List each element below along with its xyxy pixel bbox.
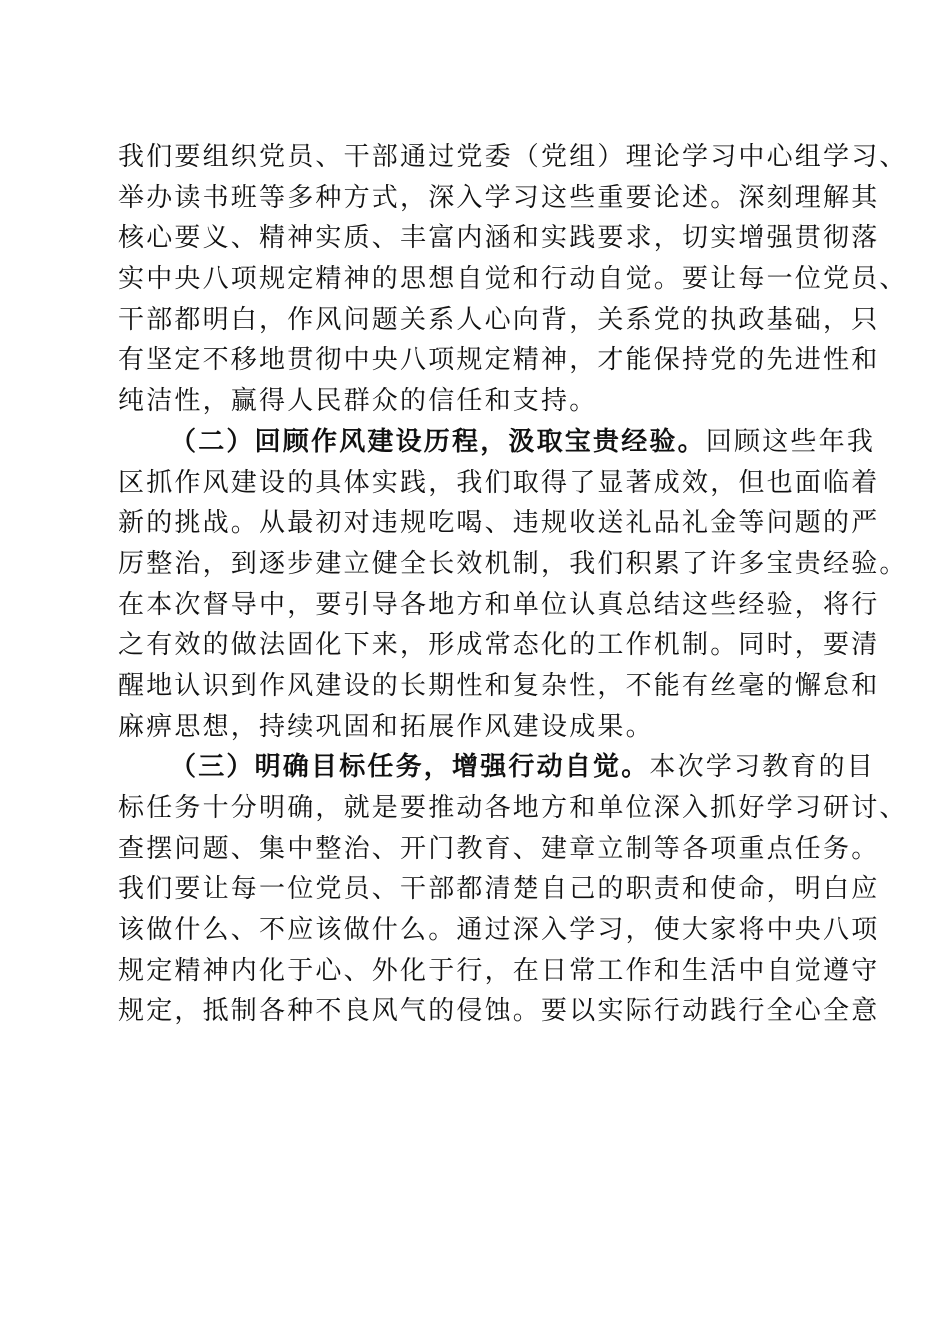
- text-run: 回顾这些年我: [705, 426, 876, 457]
- text-line: [118, 747, 876, 788]
- text-line: 标任务十分明确，就是要推动各地方和单位深入抓好学习研讨、: [118, 793, 908, 823]
- text-line: 醒地认识到作风建设的长期性和复杂性，不能有丝毫的懈怠和: [118, 670, 880, 701]
- text-line: 实中央八项规定精神的思想自觉和行动自觉。要让每一位党员、: [118, 264, 908, 295]
- section-heading: （三）明确目标任务，增强行动自觉。: [170, 752, 650, 783]
- text-line: 我们要组织党员、干部通过党委（党组）理论学习中心组学习、: [118, 142, 908, 172]
- text-line: 我们要让每一位党员、干部都清楚自己的职责和使命，明白应: [118, 874, 880, 905]
- text-run: 本次学习教育的目: [649, 752, 876, 783]
- text-line: 查摆问题、集中整治、开门教育、建章立制等各项重点任务。: [118, 833, 880, 864]
- text-line: 规定精神内化于心、外化于行，在日常工作和生活中自觉遵守: [118, 955, 880, 986]
- text-line: 该做什么、不应该做什么。通过深入学习，使大家将中央八项: [118, 915, 880, 946]
- paragraph: [118, 747, 908, 1032]
- text-line: 有坚定不移地贯彻中央八项规定精神，才能保持党的先进性和: [118, 345, 880, 376]
- text-line: 举办读书班等多种方式，深入学习这些重要论述。深刻理解其: [118, 182, 880, 213]
- text-line: 在本次督导中，要引导各地方和单位认真总结这些经验，将行: [118, 589, 880, 620]
- section-heading: （二）回顾作风建设历程，汲取宝贵经验。: [170, 426, 706, 457]
- text-line: 规定，抵制各种不良风气的侵蚀。要以实际行动践行全心全意: [118, 996, 880, 1027]
- text-line: 干部都明白，作风问题关系人心向背，关系党的执政基础，只: [118, 304, 880, 335]
- paragraph: [118, 422, 908, 748]
- text-line: 麻痹思想，持续巩固和拓展作风建设成果。: [118, 711, 654, 742]
- text-line: [118, 422, 876, 463]
- document-body: [118, 137, 908, 1032]
- text-line: 纯洁性，赢得人民群众的信任和支持。: [118, 386, 598, 417]
- text-line: 区抓作风建设的具体实践，我们取得了显著成效，但也面临着: [118, 467, 880, 498]
- paragraph: [118, 137, 908, 422]
- text-line: 核心要义、精神实质、丰富内涵和实践要求，切实增强贯彻落: [118, 223, 880, 254]
- text-line: 厉整治，到逐步建立健全长效机制，我们积累了许多宝贵经验。: [118, 548, 908, 579]
- text-line: 之有效的做法固化下来，形成常态化的工作机制。同时，要清: [118, 630, 880, 661]
- text-line: 新的挑战。从最初对违规吃喝、违规收送礼品礼金等问题的严: [118, 508, 880, 539]
